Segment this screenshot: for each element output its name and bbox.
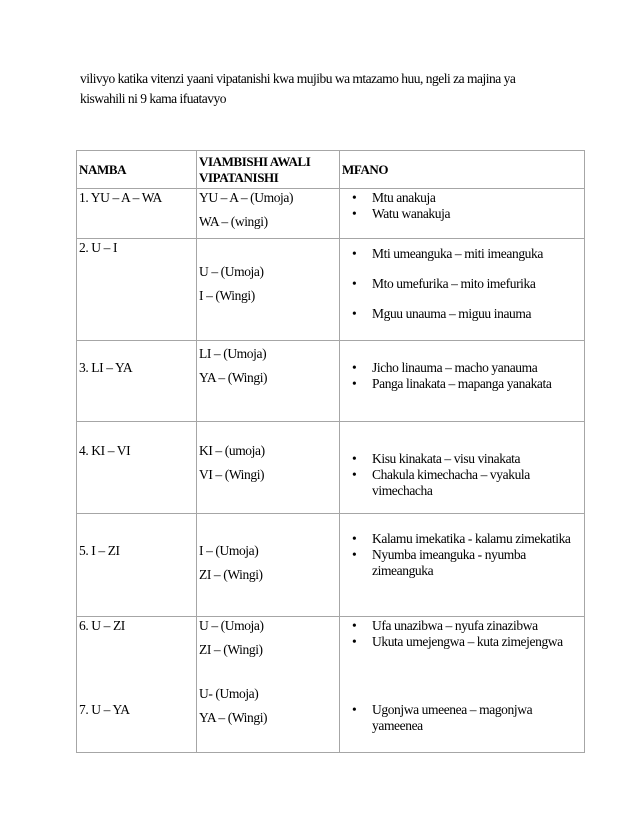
row-namba: 2. U – I [77, 239, 197, 341]
row-mfano [340, 239, 585, 341]
table-row [77, 239, 585, 341]
row-viambishi: I – (Umoja) ZI – (Wingi) [197, 514, 340, 617]
intro-line-1: vilivyo katika vitenzi yaani vipatanishi kwa mujibu wa mtazamo huu, ngeli za majina ya [80, 71, 516, 86]
row-mfano [340, 341, 585, 422]
table-row [77, 341, 585, 422]
row-viambishi: KI – (umoja) VI – (Wingi) [197, 422, 340, 514]
table-row [77, 422, 585, 514]
list-item: • Kisu kinakata – visu vinakata [372, 451, 582, 467]
row-namba: 5. I – ZI [77, 514, 197, 617]
list-item: • Mguu unauma – miguu inauma [372, 306, 582, 322]
list-item: • Kalamu imekatika - kalamu zimekatika [372, 531, 582, 547]
list-item: • Mti umeanguka – miti imeanguka [372, 246, 582, 262]
row-namba: 6. U – ZI 7. U – YA [77, 617, 197, 753]
intro-line-2: kiswahili ni 9 kama ifuatavyo [80, 91, 226, 106]
row-mfano [340, 189, 585, 239]
row-mfano [340, 422, 585, 514]
row-mfano [340, 617, 585, 753]
table-header-row [77, 151, 585, 189]
list-item: • Panga linakata – mapanga yanakata [372, 376, 582, 392]
header-namba: NAMBA [77, 151, 197, 189]
noun-class-table [76, 150, 585, 753]
header-viambishi: VIAMBISHI AWALI VIPATANISHI [197, 151, 340, 189]
row-viambishi: U – (Umoja) I – (Wingi) [197, 239, 340, 341]
row-namba: 1. YU – A – WA [77, 189, 197, 239]
row-namba: 3. LI – YA [77, 341, 197, 422]
row-viambishi: YU – A – (Umoja) WA – (wingi) [197, 189, 340, 239]
list-item: • Ufa unazibwa – nyufa zinazibwa [372, 618, 582, 634]
row-viambishi: LI – (Umoja) YA – (Wingi) [197, 341, 340, 422]
list-item: • Mto umefurika – mito imefurika [372, 276, 582, 292]
list-item: • Ugonjwa umeenea – magonjwa yameenea [372, 702, 582, 734]
row-mfano [340, 514, 585, 617]
table-row [77, 617, 585, 753]
list-item: • Watu wanakuja [372, 206, 582, 222]
header-mfano: MFANO [340, 151, 585, 189]
table-row [77, 514, 585, 617]
row-viambishi: U – (Umoja) ZI – (Wingi) U- (Umoja) YA – (Wingi) [197, 617, 340, 753]
list-item: • Chakula kimechacha – vyakula vimechacha [372, 467, 582, 499]
row-namba: 4. KI – VI [77, 422, 197, 514]
list-item: • Nyumba imeanguka - nyumba zimeanguka [372, 547, 582, 579]
list-item: • Mtu anakuja [372, 190, 582, 206]
list-item: • Jicho linauma – macho yanauma [372, 360, 582, 376]
intro-paragraph [80, 69, 560, 109]
table-row [77, 189, 585, 239]
list-item: • Ukuta umejengwa – kuta zimejengwa [372, 634, 582, 650]
